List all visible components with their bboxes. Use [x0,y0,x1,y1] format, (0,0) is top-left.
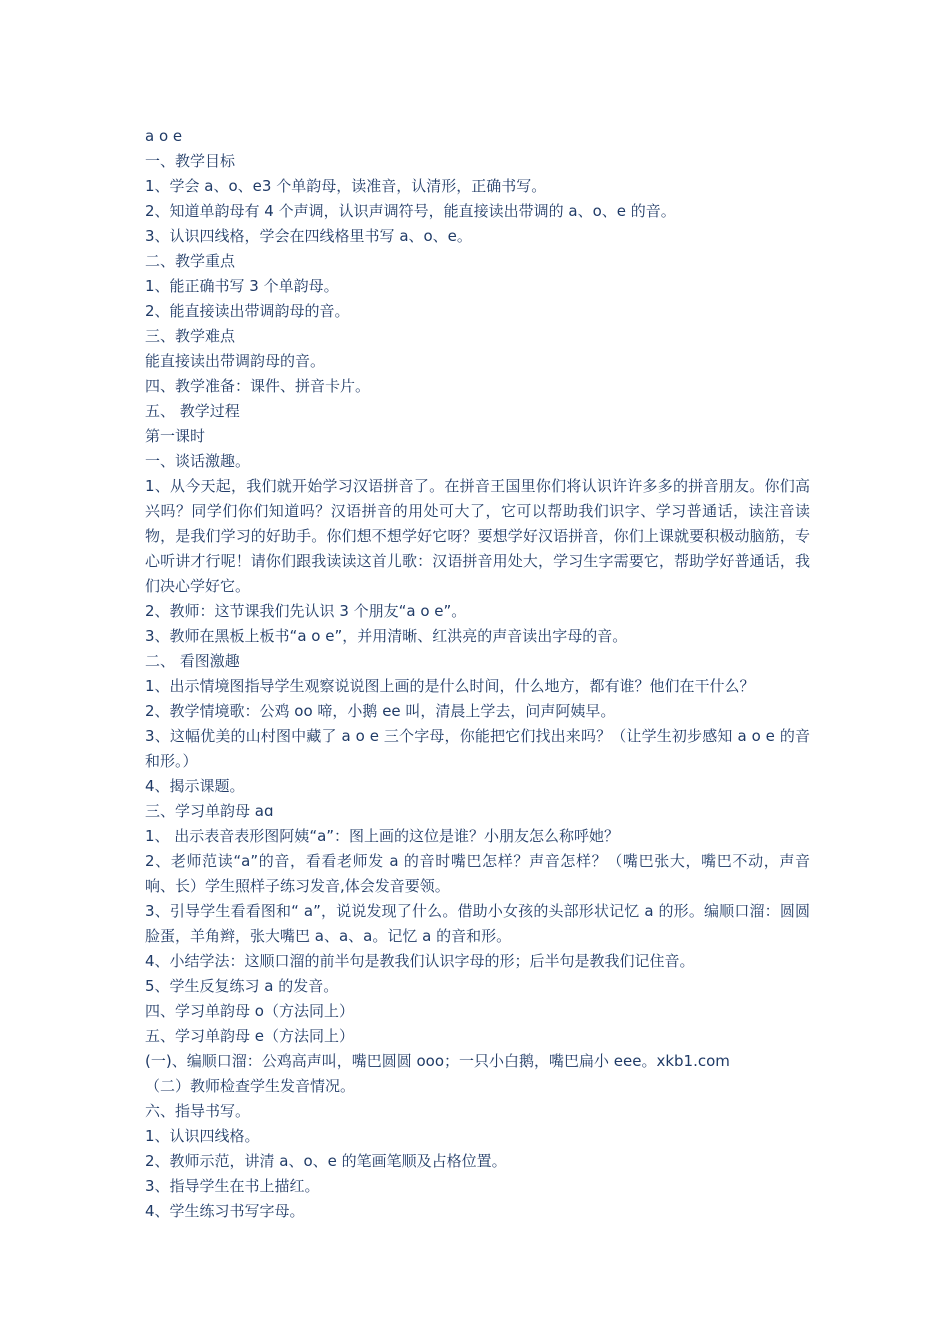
text-line: 1、学会 a、o、e3 个单韵母，读准音，认清形，正确书写。 [145,177,547,195]
text-line: 5、学生反复练习 a 的发音。 [145,977,339,995]
section-heading-preparation: 四、教学准备：课件、拼音卡片。 [145,377,371,395]
text-line: 能直接读出带调韵母的音。 [145,352,326,370]
step-heading: 四、学习单韵母 o（方法同上） [145,1002,354,1020]
text-line: 1、出示情境图指导学生观察说说图上画的是什么时间，什么地方，都有谁？他们在干什么？ [145,677,755,695]
text-line: 4、学生练习书写字母。 [145,1202,305,1220]
text-line: 3、认识四线格，学会在四线格里书写 a、o、e。 [145,227,472,245]
step-heading: 三、学习单韵母 aɑ [145,802,274,820]
step-heading: 一、谈话激趣。 [145,452,251,470]
text-line: 2、知道单韵母有 4 个声调，认识声调符号，能直接读出带调的 a、o、e 的音。 [145,202,676,220]
text-line: 1、认识四线格。 [145,1127,260,1145]
text-line: （二）教师检查学生发音情况。 [145,1077,356,1095]
text-line: 2、教师：这节课我们先认识 3 个朋友“a o e”。 [145,602,467,620]
text-line: 2、能直接读出带调韵母的音。 [145,302,350,320]
step-heading: 五、学习单韵母 e（方法同上） [145,1027,354,1045]
step-heading: 六、指导书写。 [145,1102,251,1120]
text-line: 3、教师在黑板上板书“a o e”，并用清晰、红洪亮的声音读出字母的音。 [145,627,628,645]
paragraph: 3、这幅优美的山村图中藏了 a o e 三个字母，你能把它们找出来吗？（让学生初步感知 a o e 的音和形。） [145,727,810,770]
text-line: 2、教师示范，讲清 a、o、e 的笔画笔顺及占格位置。 [145,1152,507,1170]
section-heading-process: 五、 教学过程 [145,402,240,420]
section-heading-key-points: 二、教学重点 [145,252,236,270]
section-heading-objectives: 一、教学目标 [145,152,236,170]
lesson-heading: 第一课时 [145,427,206,445]
paragraph: 2、老师范读“a”的音，看看老师发 a 的音时嘴巴怎样？声音怎样？（嘴巴张大，嘴巴不动，声音响、长）学生照样子练习发音,体会发音要领。 [145,852,810,895]
text-line: 4、小结学法：这顺口溜的前半句是教我们认识字母的形；后半句是教我们记住音。 [145,952,695,970]
doc-title: a o e [145,127,183,145]
text-line: 2、教学情境歌：公鸡 oo 啼，小鹅 ee 叫，清晨上学去，问声阿姨早。 [145,702,616,720]
text-line: 4、揭示课题。 [145,777,245,795]
section-heading-difficulties: 三、教学难点 [145,327,236,345]
text-line: 3、指导学生在书上描红。 [145,1177,320,1195]
paragraph: 3、引导学生看看图和“ a”，说说发现了什么。借助小女孩的头部形状记忆 a 的形。编顺口溜：圆圆脸蛋，羊角辫，张大嘴巴 a、a、a。记忆 a 的音和形。 [145,902,810,945]
text-line: 1、 出示表音表形图阿姨“a”：图上画的这位是谁？小朋友怎么称呼她？ [145,827,620,845]
step-heading: 二、 看图激趣 [145,652,240,670]
text-line: (一)、编顺口溜：公鸡高声叫，嘴巴圆圆 ooo；一只小白鹅，嘴巴扁小 eee。xkb1.com [145,1052,730,1070]
paragraph: 1、从今天起，我们就开始学习汉语拼音了。在拼音王国里你们将认识许许多多的拼音朋友。你们高兴吗？同学们你们知道吗？汉语拼音的用处可大了，它可以帮助我们识字、学习普通话，读注音读物，是我们学习的好助手。你们想不想学好它呀？要想学好汉语拼音，你们上课就要积极动脑筋，专心听讲才行呢！请你们跟我读读这首儿歌：汉语拼音用处大，学习生字需要它，帮助学好普通话，我们决心学好它。 [145,477,810,595]
text-line: 1、能正确书写 3 个单韵母。 [145,277,339,295]
document-body [145,124,810,1224]
